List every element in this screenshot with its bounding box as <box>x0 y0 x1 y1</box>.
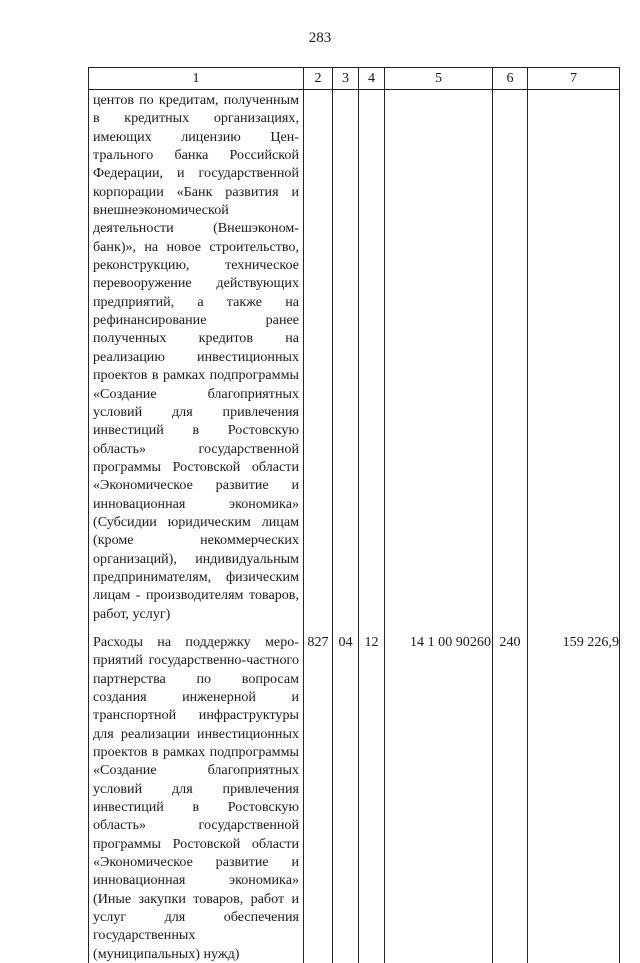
column-header-6: 6 <box>493 68 528 90</box>
row-section-code <box>333 90 359 633</box>
column-header-5: 5 <box>385 68 493 90</box>
header-row <box>89 68 620 90</box>
row-section-code: 04 <box>333 633 359 963</box>
row-target-article <box>385 90 493 633</box>
column-header-2: 2 <box>304 68 333 90</box>
page-number: 283 <box>308 30 332 46</box>
row-ministry-code <box>304 90 333 633</box>
row-amount: 159 226,9 <box>528 633 620 963</box>
column-header-7: 7 <box>528 68 620 90</box>
row-expense-type <box>493 90 528 633</box>
row-expense-type: 240 <box>493 633 528 963</box>
budget-table <box>88 67 620 963</box>
row-amount <box>528 90 620 633</box>
column-header-3: 3 <box>333 68 359 90</box>
column-header-4: 4 <box>359 68 385 90</box>
row-description: Расходы на поддержку мероприятий государственно-частного партнерства по вопросам создания инженерной и транспортной инфраструктуры для реализации инвестиционных проектов в рамках подпрограммы «Создание благоприятных условий для привлечения инвестиций в Ростовскую область» государственной программы Ростовской области «Экономическое развитие и инновационная экономика» (Иные закупки товаров, работ и услуг для обеспечения государственных (муниципальных) нужд) <box>89 633 304 963</box>
row-subsection-code <box>359 90 385 633</box>
column-header-1: 1 <box>89 68 304 90</box>
row-description: центов по кредитам, полученным в кредитных организациях, имеющих лицензию Центрального банка Российской Федерации, и государственной корпорации «Банк развития и внешнеэкономической деятельности (Внешэкономбанк)», на новое строительство, реконструкцию, техническое перевооружение действующих предприятий, а также на рефинансирование ранее полученных кредитов на реализацию инвестиционных проектов в рамках подпрограммы «Создание благоприятных условий для привлечения инвестиций в Ростовскую область» государственной программы Ростовской области «Экономическое развитие и инновационная экономика» (Субсидии юридическим лицам (кроме некоммерческих организаций), индивидуальным предпринимателям, физическим лицам - производителям товаров, работ, услуг) <box>89 90 304 633</box>
table-row <box>89 633 620 963</box>
row-ministry-code: 827 <box>304 633 333 963</box>
row-subsection-code: 12 <box>359 633 385 963</box>
row-target-article: 14 1 00 90260 <box>385 633 493 963</box>
table-row <box>89 90 620 633</box>
